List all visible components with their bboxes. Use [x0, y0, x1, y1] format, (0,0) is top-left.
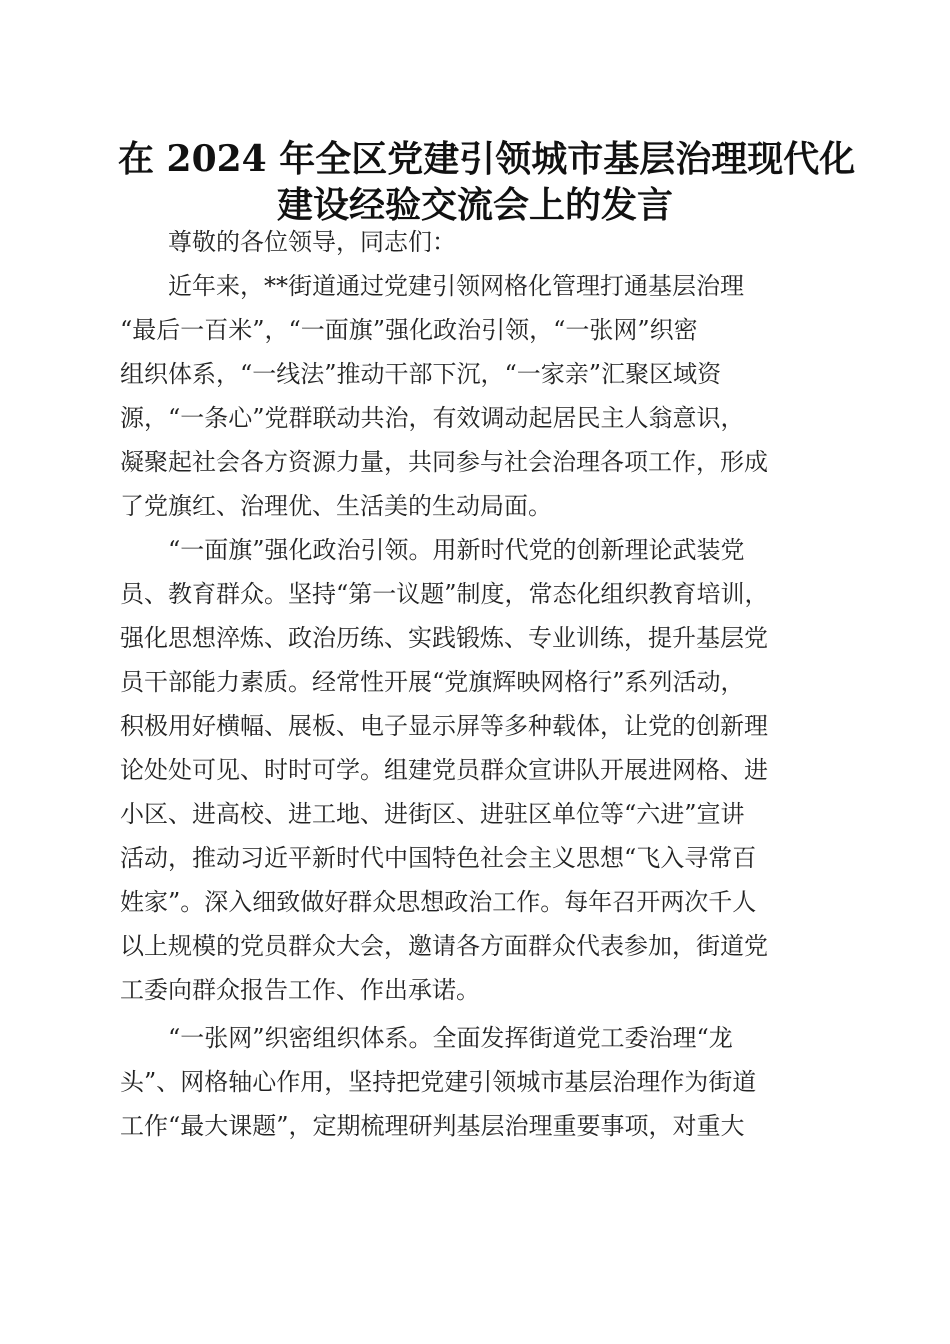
salutation-line: 尊敬的各位领导，同志们：	[168, 228, 456, 256]
paragraph-line: “一面旗”强化政治引领。用新时代党的创新理论武装党	[168, 536, 745, 564]
paragraph-line: 员、教育群众。坚持“第一议题”制度，常态化组织教育培训，	[120, 580, 769, 608]
paragraph-line: 小区、进高校、进工地、进街区、进驻区单位等“六进”宣讲	[120, 800, 745, 828]
paragraph-line: 工委向群众报告工作、作出承诺。	[120, 976, 480, 1004]
paragraph-line: 姓家”。深入细致做好群众思想政治工作。每年召开两次千人	[120, 888, 757, 916]
paragraph-line: 凝聚起社会各方资源力量，共同参与社会治理各项工作，形成	[120, 448, 768, 476]
paragraph-line: 工作“最大课题”，定期梳理研判基层治理重要事项，对重大	[120, 1112, 745, 1140]
paragraph-line: 近年来，**街道通过党建引领网格化管理打通基层治理	[168, 272, 744, 300]
paragraph-line: 源，“一条心”党群联动共治，有效调动起居民主人翁意识，	[120, 404, 745, 432]
paragraph-line: 论处处可见、时时可学。组建党员群众宣讲队开展进网格、进	[120, 756, 768, 784]
paragraph-line: 积极用好横幅、展板、电子显示屏等多种载体，让党的创新理	[120, 712, 768, 740]
paragraph-line: 了党旗红、治理优、生活美的生动局面。	[120, 492, 552, 520]
paragraph-line: 强化思想淬炼、政治历练、实践锻炼、专业训练，提升基层党	[120, 624, 768, 652]
paragraph-line: “最后一百米”，“一面旗”强化政治引领，“一张网”织密	[120, 316, 698, 344]
document-title-line-2: 建设经验交流会上的发言	[276, 184, 673, 226]
paragraph-line: 活动，推动习近平新时代中国特色社会主义思想“飞入寻常百	[120, 844, 757, 872]
paragraph-line: 头”、网格轴心作用，坚持把党建引领城市基层治理作为街道	[120, 1068, 757, 1096]
paragraph-line: “一张网”织密组织体系。全面发挥街道党工委治理“龙	[168, 1024, 733, 1052]
paragraph-line: 以上规模的党员群众大会，邀请各方面群众代表参加，街道党	[120, 932, 768, 960]
document-title-line-1: 在 2024 年全区党建引领城市基层治理现代化	[118, 138, 856, 180]
paragraph-line: 组织体系，“一线法”推动干部下沉，“一家亲”汇聚区域资	[120, 360, 722, 388]
paragraph-line: 员干部能力素质。经常性开展“党旗辉映网格行”系列活动，	[120, 668, 745, 696]
